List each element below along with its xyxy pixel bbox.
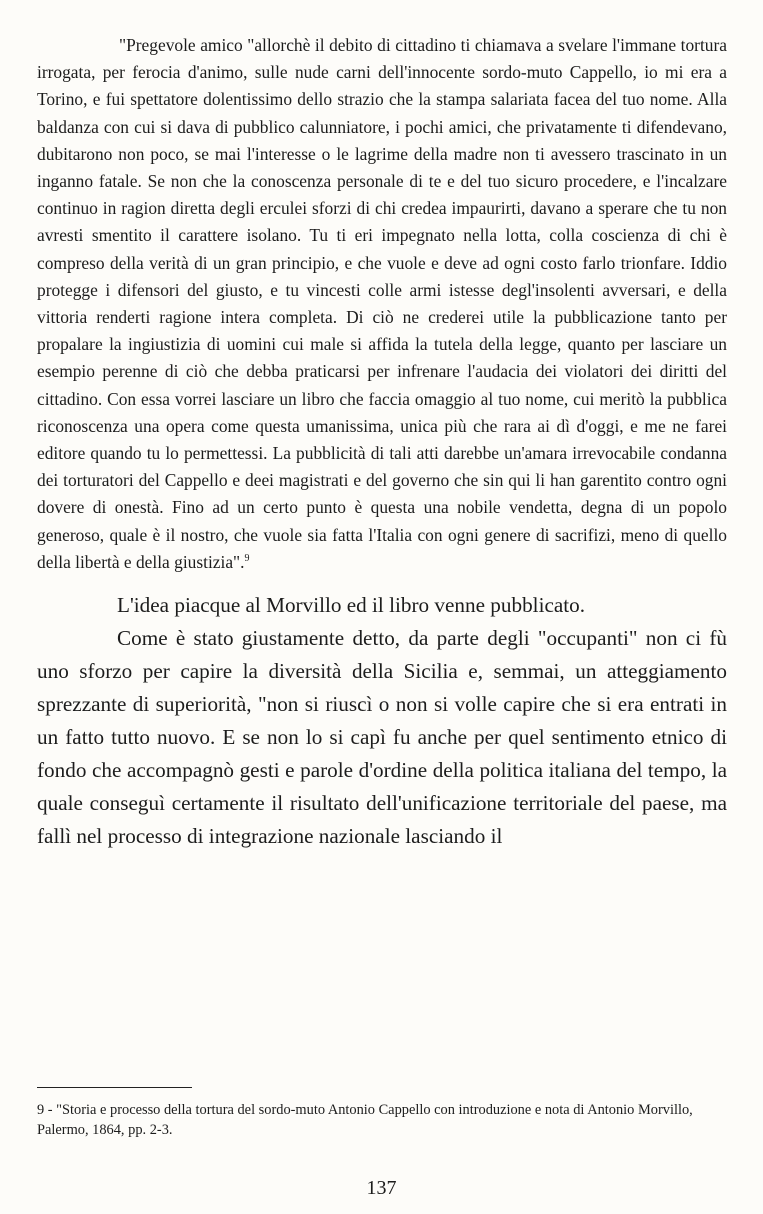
quoted-letter <box>37 32 727 576</box>
paragraph: L'idea piacque al Morvillo ed il libro venne pubblicato. <box>117 593 586 618</box>
page-number: 137 <box>366 1177 397 1199</box>
body-text <box>37 589 727 853</box>
page-content <box>37 32 727 853</box>
footnote: 9 - "Storia e processo della tortura del sordo-muto Antonio Cappello con introduzione e nota di Antonio Morvillo, Palermo, 1864, pp. 2-3. <box>37 1102 693 1138</box>
footnote-reference: 9 <box>244 553 250 565</box>
quoted-letter-text: "Pregevole amico "allorchè il debito di cittadino ti chiamava a svelare l'immane tortura irrogata, per ferocia d'animo, sulle nude carni dell'innocente sordo-muto Cappello, io mi era a Torino, e fui spettatore dolentissimo dello strazio che la stampa salariata facea del tuo nome. Alla baldanza con cui si dava di pubblico calunniatore, i pochi amici, che privatamente ti difendevano, dubitarono non poco, se mai l'interesse o le lagrime della madre non ti avessero trascinato in un inganno fatale. Se non che la conoscenza personale di te e del tuo sicuro procedere, e l'incalzare continuo in ragion diretta degli erculei sforzi di chi credea impaurirti, davano a sperare che tu non avresti smentito il carattere isolano. Tu ti eri impegnato nella lotta, colla coscienza di chi è compreso della verità di un gran principio, e che vuole e deve ad ogni costo farlo trionfare. Iddio protegge i difensori del giusto, e tu vincesti colle armi istesse degl'insolenti avversari, e della vittoria renderti ragione intera completa. Di ciò ne crederei utile la pubblicazione tanto per propalare la ingiustizia di uomini cui male si affida la tutela della legge, quanto per lasciare un esempio perenne di ciò che debba praticarsi per infrenare l'audacia dei violatori dei diritti del cittadino. Con essa vorrei lasciare un libro che faccia omaggio al tuo nome, cui meritò la pubblica riconoscenza una opera come questa umanissima, unica più che rara ai dì d'oggi, e me ne farei editore quando tu lo permettessi. La pubblicità di tali atti darebbe un'amara irrevocabile condanna dei torturatori del Cappello e deei magistrati e del governo che sin qui li han garentito contro ogni dovere di onestà. Fino ad un certo punto è questa una nobile vendetta, degna di un popolo generoso, quale è il nostro, che vuole sia fatta l'Italia con ogni genere di sacrifizi, meno di quello della libertà e della giustizia". <box>37 35 727 572</box>
footnote-divider <box>37 1087 192 1088</box>
paragraph: Come è stato giustamente detto, da parte degli "occupanti" non ci fù uno sforzo per capire la diversità della Sicilia e, semmai, un atteggiamento sprezzante di superiorità, "non si riuscì o non si volle capire che si era entrati in un fatto tutto nuovo. E se non lo si capì fu anche per quel sentimento etnico di fondo che accompagnò gesti e parole d'ordine della politica italiana del tempo, la quale conseguì certamente il risultato dell'unificazione territoriale del paese, ma fallì nel processo di integrazione nazionale lasciando il <box>37 626 727 849</box>
